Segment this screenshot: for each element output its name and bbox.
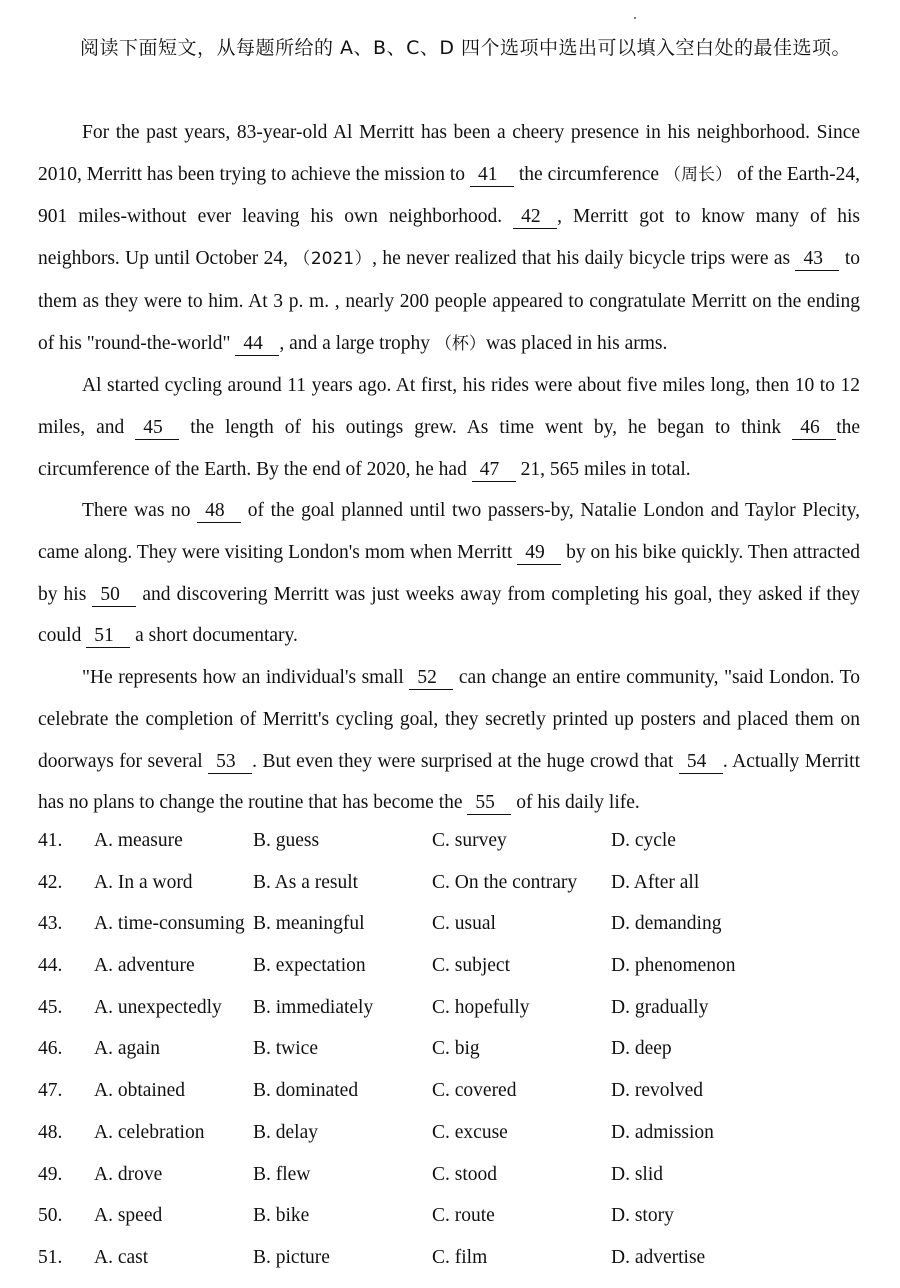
passage-text: of his daily life. — [511, 792, 640, 814]
scan-speck — [634, 17, 636, 19]
passage-paragraph — [38, 112, 860, 365]
passage-text: , he never realized that his daily bicycle trips were as — [372, 248, 796, 270]
option-a[interactable]: A. speed — [94, 1205, 163, 1227]
question-row — [38, 1237, 878, 1279]
question-number: 46. — [38, 1038, 63, 1060]
answer-blank[interactable]: 48 — [197, 500, 241, 523]
passage-text: of the goal planned until two passers-by, Natalie London and Taylor Plecity, came along. They were visiting London's mom when Merritt — [38, 500, 860, 564]
question-row — [38, 1195, 878, 1237]
question-number: 43. — [38, 913, 63, 935]
question-number: 47. — [38, 1080, 63, 1102]
answer-blank[interactable]: 50 — [92, 584, 136, 607]
question-row — [38, 1112, 878, 1154]
answer-blank[interactable]: 41 — [470, 164, 514, 187]
option-b[interactable]: B. immediately — [253, 996, 374, 1018]
option-d[interactable]: D. deep — [611, 1038, 672, 1060]
answer-blank[interactable]: 52 — [409, 667, 453, 690]
option-a[interactable]: A. time-consuming — [94, 913, 245, 935]
passage-text: can change an entire community, "said London. To celebrate the completion of Merritt's cycling goal, they secretly printed up posters and placed them on doorways for several — [38, 667, 860, 772]
option-b[interactable]: B. guess — [253, 830, 320, 851]
answer-blank[interactable]: 47 — [472, 459, 516, 482]
option-a[interactable]: A. adventure — [94, 955, 195, 977]
option-b[interactable]: B. bike — [253, 1205, 310, 1227]
option-c[interactable]: C. big — [432, 1038, 480, 1060]
passage-text: , and a large trophy — [279, 332, 435, 354]
option-d[interactable]: D. story — [611, 1205, 674, 1227]
passage-text: the circumference of the Earth. By the end of 2020, he had — [38, 416, 861, 480]
option-c[interactable]: C. hopefully — [432, 996, 530, 1018]
option-b[interactable]: B. twice — [253, 1038, 318, 1060]
option-b[interactable]: B. delay — [253, 1121, 318, 1143]
option-d[interactable]: D. After all — [611, 871, 700, 893]
option-c[interactable]: C. survey — [432, 830, 507, 851]
option-b[interactable]: B. flew — [253, 1163, 311, 1185]
options-list — [38, 820, 878, 1279]
question-row — [38, 987, 878, 1029]
option-b[interactable]: B. meaningful — [253, 913, 365, 935]
option-c[interactable]: C. stood — [432, 1163, 498, 1185]
passage-text: the length of his outings grew. As time went by, he began to think — [179, 416, 793, 438]
option-a[interactable]: A. obtained — [94, 1080, 185, 1102]
passage-text: . Actually Merritt has no plans to change the routine that has become the — [38, 750, 860, 814]
answer-blank[interactable]: 53 — [208, 751, 252, 774]
option-a[interactable]: A. cast — [94, 1246, 149, 1268]
option-d[interactable]: D. demanding — [611, 913, 722, 935]
option-b[interactable]: B. dominated — [253, 1080, 359, 1102]
option-b[interactable]: B. expectation — [253, 955, 366, 977]
option-c[interactable]: C. covered — [432, 1080, 517, 1102]
option-a[interactable]: A. measure — [94, 830, 183, 851]
passage-text: "He represents how an individual's small — [82, 667, 410, 689]
answer-blank[interactable]: 45 — [135, 417, 179, 440]
passage-text: a short documentary. — [130, 625, 298, 647]
question-number: 50. — [38, 1205, 63, 1227]
question-number: 42. — [38, 871, 63, 893]
question-number: 51. — [38, 1246, 63, 1268]
passage-text: There was no — [82, 500, 198, 522]
cloze-passage — [38, 112, 860, 824]
answer-blank[interactable]: 51 — [86, 625, 130, 648]
option-a[interactable]: A. In a word — [94, 871, 193, 893]
question-number: 41. — [38, 830, 63, 851]
chinese-gloss: （杯） — [434, 333, 486, 354]
passage-text: of the Earth-24, 901 miles-without ever leaving his own neighborhood. — [38, 163, 860, 228]
instruction-text: 阅读下面短文，从每题所给的 A、B、C、D 四个选项中选出可以填入空白处的最佳选项。 — [80, 37, 852, 59]
answer-blank[interactable]: 42 — [513, 206, 557, 229]
option-d[interactable]: D. revolved — [611, 1080, 704, 1102]
passage-text: 21, 565 miles in total. — [515, 458, 691, 480]
option-c[interactable]: C. film — [432, 1246, 488, 1268]
option-d[interactable]: D. slid — [611, 1163, 664, 1185]
option-d[interactable]: D. cycle — [611, 830, 676, 851]
question-row — [38, 820, 878, 862]
chinese-gloss: （周长） — [663, 164, 733, 185]
passage-text: Al started cycling around 11 years ago. At first, his rides were about five miles long, then 10 to 12 miles, and — [38, 375, 860, 438]
passage-paragraph — [38, 657, 860, 824]
answer-blank[interactable]: 44 — [235, 333, 279, 356]
question-number: 49. — [38, 1163, 63, 1185]
option-c[interactable]: C. subject — [432, 955, 510, 977]
answer-blank[interactable]: 49 — [517, 542, 561, 565]
question-row — [38, 1070, 878, 1112]
answer-blank[interactable]: 43 — [795, 248, 839, 271]
passage-text: , Merritt got to know many of his neighbors. Up until October 24, — [38, 206, 860, 270]
passage-text: For the past years, 83-year-old Al Merritt has been a cheery presence in his neighborhood. Since 2010, Merritt has been trying to achieve the mission to — [38, 122, 860, 185]
option-a[interactable]: A. celebration — [94, 1121, 205, 1143]
question-number: 45. — [38, 996, 63, 1018]
passage-paragraph — [38, 365, 860, 490]
passage-text: was placed in his arms. — [485, 332, 668, 354]
option-d[interactable]: D. advertise — [611, 1246, 706, 1268]
option-c[interactable]: C. route — [432, 1205, 495, 1227]
question-number: 44. — [38, 955, 63, 977]
answer-blank[interactable]: 46 — [792, 417, 836, 440]
passage-text: and discovering Merritt was just weeks away from completing his goal, they asked if they could — [38, 583, 860, 647]
option-b[interactable]: B. picture — [253, 1246, 330, 1268]
question-row — [38, 862, 878, 904]
option-b[interactable]: B. As a result — [253, 871, 359, 893]
passage-text: the circumference — [513, 163, 664, 185]
question-row — [38, 1028, 878, 1070]
question-row — [38, 903, 878, 945]
passage-text: to them as they were to him. At 3 p. m. , nearly 200 people appeared to congratulate Merritt on the ending of his "round-the-world" — [38, 248, 861, 354]
option-c[interactable]: C. On the contrary — [432, 871, 578, 893]
option-d[interactable]: D. gradually — [611, 996, 709, 1018]
question-row — [38, 1154, 878, 1196]
question-number: 48. — [38, 1121, 63, 1143]
option-c[interactable]: C. excuse — [432, 1121, 508, 1143]
passage-text: . But even they were surprised at the huge crowd that — [252, 750, 679, 772]
option-d[interactable]: D. phenomenon — [611, 955, 736, 977]
passage-paragraph — [38, 490, 860, 657]
option-a[interactable]: A. again — [94, 1038, 161, 1060]
option-a[interactable]: A. unexpectedly — [94, 996, 222, 1018]
answer-blank[interactable]: 54 — [679, 751, 723, 774]
chinese-gloss: （2021） — [293, 249, 373, 270]
option-d[interactable]: D. admission — [611, 1121, 714, 1143]
passage-text: by on his bike quickly. Then attracted by his — [38, 542, 860, 605]
option-c[interactable]: C. usual — [432, 913, 496, 935]
answer-blank[interactable]: 55 — [467, 792, 511, 815]
question-row — [38, 945, 878, 987]
option-a[interactable]: A. drove — [94, 1163, 163, 1185]
